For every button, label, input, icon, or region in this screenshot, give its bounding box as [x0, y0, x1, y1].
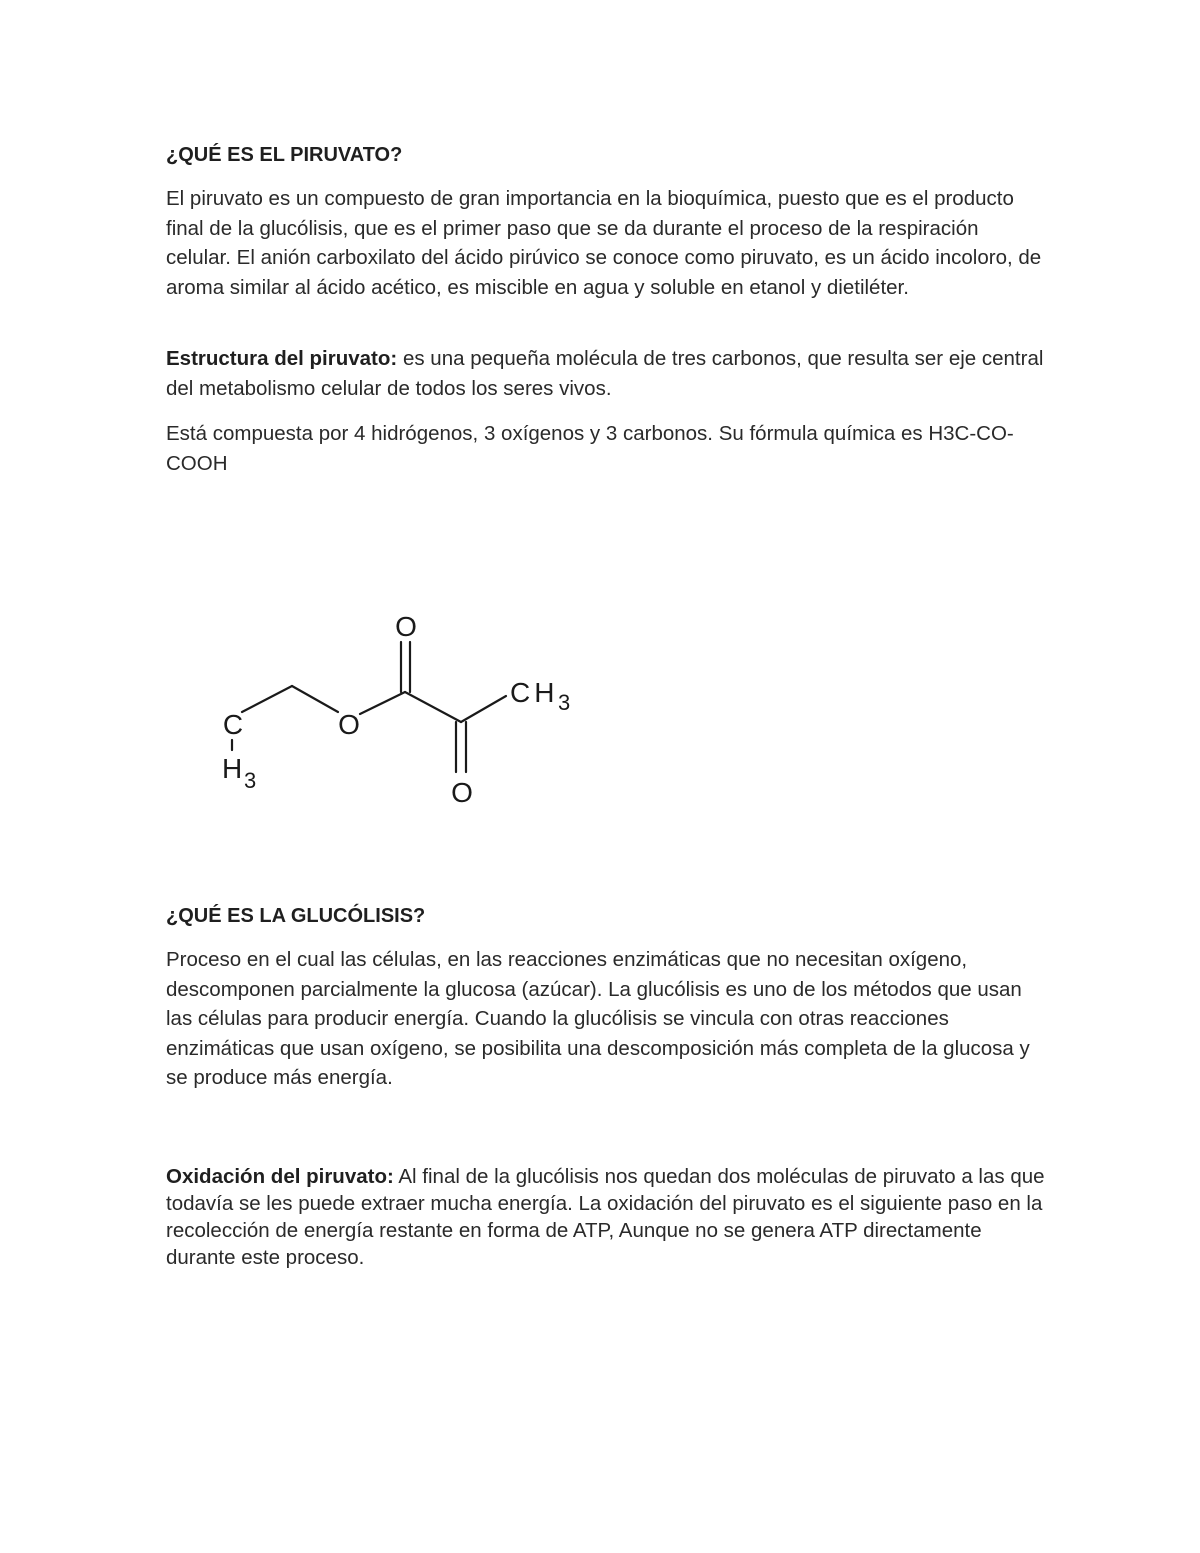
bond-ch2-o [292, 686, 338, 712]
estructura-label: Estructura del piruvato: [166, 347, 398, 370]
oxidacion-label: Oxidación del piruvato: [166, 1165, 394, 1188]
paragraph-estructura [166, 344, 1046, 403]
estructura-text: es una pequeña molécula de tres carbonos, que resulta ser eje central del metabolismo celular de todos los seres vivos. [166, 347, 1044, 400]
bond-c-ch3 [461, 696, 506, 722]
bond-c-ch2 [242, 686, 292, 712]
paragraph-piruvato-intro: El piruvato es un compuesto de gran importancia en la bioquímica, puesto que es el producto final de la glucólisis, que es el primer paso que se da durante el proceso de la respiración celular. El anión carboxilato del ácido pirúvico se conoce como piruvato, es un ácido incoloro, de aroma similar al ácido acético, es miscible en agua y soluble en etanol y dietiléter. [166, 187, 1042, 299]
paragraph-composicion: Está compuesta por 4 hidrógenos, 3 oxígenos y 3 carbonos. Su fórmula química es H3C-CO-COOH [166, 422, 1014, 475]
heading-piruvato: ¿QUÉ ES EL PIRUVATO? [166, 144, 403, 166]
subscript-right: 3 [558, 690, 571, 715]
bond-o-c [360, 692, 405, 714]
paragraph-glucolisis: Proceso en el cual las células, en las reacciones enzimáticas que no necesitan oxígeno, descomponen parcialmente la glucosa (azúcar). La glucólisis es uno de los métodos que usan las células para producir energía. Cuando la glucólisis se vincula con otras reacciones enzimáticas que usan oxígeno, se posibilita una descomposición más completa de la glucosa y se produce más energía. [166, 948, 1030, 1089]
bond-c-c [405, 692, 461, 722]
atom-c-left: C [222, 709, 244, 740]
atom-o-ester: O [338, 709, 360, 740]
atom-o-bottom: O [451, 777, 473, 808]
heading-glucolisis: ¿QUÉ ES LA GLUCÓLISIS? [166, 905, 426, 927]
atom-h-left: H [222, 753, 243, 784]
subscript-left: 3 [244, 768, 257, 793]
paragraph-oxidacion [166, 1163, 1046, 1271]
pyruvate-structure-diagram [200, 600, 620, 820]
atom-o-top: O [395, 611, 417, 642]
atom-ch-right: CH [510, 677, 559, 708]
oxidacion-text: Al final de la glucólisis nos quedan dos moléculas de piruvato a las que todavía se les puede extraer mucha energía. La oxidación del piruvato es el siguiente paso en la recolección de energía restante en forma de ATP, Aunque no se genera ATP directamente durante este proceso. [166, 1165, 1045, 1269]
